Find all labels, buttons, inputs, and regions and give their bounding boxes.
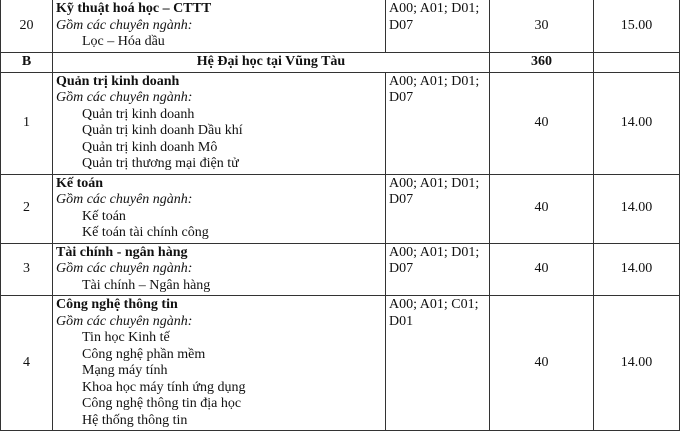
major-item: Tài chính – Ngân hàng [82, 277, 211, 293]
section-code: B [1, 52, 53, 72]
major-item: Mạng máy tính [82, 363, 168, 378]
subject-blocks [386, 72, 490, 174]
score-cell: 15.00 [594, 0, 680, 52]
program-cell [53, 243, 386, 296]
table-row [1, 174, 680, 243]
quota-cell: 40 [490, 174, 594, 243]
table-row [1, 243, 680, 296]
score-cell: 14.00 [594, 72, 680, 174]
section-quota: 360 [490, 52, 594, 72]
table-row [1, 0, 680, 52]
major-item: Quản trị kinh doanh [82, 106, 195, 122]
subject-block-line: D07 [389, 261, 414, 276]
program-cell [53, 0, 386, 52]
row-number: 4 [1, 296, 53, 431]
quota-cell: 30 [490, 0, 594, 52]
major-item: Kế toán tài chính công [82, 225, 209, 240]
row-number: 20 [1, 0, 53, 52]
row-number: 1 [1, 72, 53, 174]
program-intro: Gồm các chuyên ngành: [56, 90, 193, 105]
major-item: Kế toán [82, 208, 126, 224]
program-intro: Gồm các chuyên ngành: [56, 261, 193, 276]
admission-table-body [1, 0, 680, 431]
subject-blocks [386, 174, 490, 243]
program-cell [53, 72, 386, 174]
program-title: Quản trị kinh doanh [56, 73, 180, 89]
subject-block-line: A00; A01; D01; [389, 244, 480, 260]
row-number: 2 [1, 174, 53, 243]
program-title: Kỹ thuật hoá học – CTTT [56, 1, 212, 16]
program-title: Tài chính - ngân hàng [56, 244, 188, 260]
major-item: Lọc – Hóa dầu [82, 34, 165, 49]
subject-block-line: D07 [389, 90, 414, 105]
subject-block-line: D07 [389, 192, 414, 207]
major-item: Quản trị thương mại điện tử [82, 156, 239, 171]
subject-blocks [386, 296, 490, 431]
program-intro: Gồm các chuyên ngành: [56, 192, 193, 207]
subject-block-line: A00; A01; C01; [389, 297, 479, 312]
subject-block-line: D01 [389, 313, 414, 329]
program-cell [53, 174, 386, 243]
program-intro: Gồm các chuyên ngành: [56, 17, 193, 33]
major-item: Công nghệ thông tin địa học [82, 396, 242, 411]
section-row [1, 52, 680, 72]
major-item: Quản trị kinh doanh Dầu khí [82, 123, 243, 138]
major-item: Tin học Kinh tế [82, 330, 170, 345]
score-cell: 14.00 [594, 174, 680, 243]
major-item: Hệ thống thông tin [82, 412, 188, 428]
major-item: Khoa học máy tính ứng dụng [82, 379, 246, 395]
major-item: Công nghệ phần mềm [82, 346, 206, 362]
section-title: Hệ Đại học tại Vũng Tàu [53, 52, 490, 72]
quota-cell: 40 [490, 72, 594, 174]
program-title: Công nghệ thông tin [56, 297, 178, 312]
table-row [1, 72, 680, 174]
table-row [1, 296, 680, 431]
score-cell: 14.00 [594, 243, 680, 296]
subject-blocks [386, 0, 490, 52]
subject-blocks [386, 243, 490, 296]
program-intro: Gồm các chuyên ngành: [56, 313, 193, 329]
subject-block-line: A00; A01; D01; [389, 1, 480, 16]
score-cell: 14.00 [594, 296, 680, 431]
subject-block-line: A00; A01; D01; [389, 73, 480, 89]
subject-block-line: A00; A01; D01; [389, 175, 480, 191]
subject-block-line: D07 [389, 17, 414, 33]
quota-cell: 40 [490, 296, 594, 431]
section-empty-cell [594, 52, 680, 72]
major-item: Quản trị kinh doanh Mô [82, 139, 218, 155]
quota-cell: 40 [490, 243, 594, 296]
program-cell [53, 296, 386, 431]
row-number: 3 [1, 243, 53, 296]
program-title: Kế toán [56, 175, 104, 191]
